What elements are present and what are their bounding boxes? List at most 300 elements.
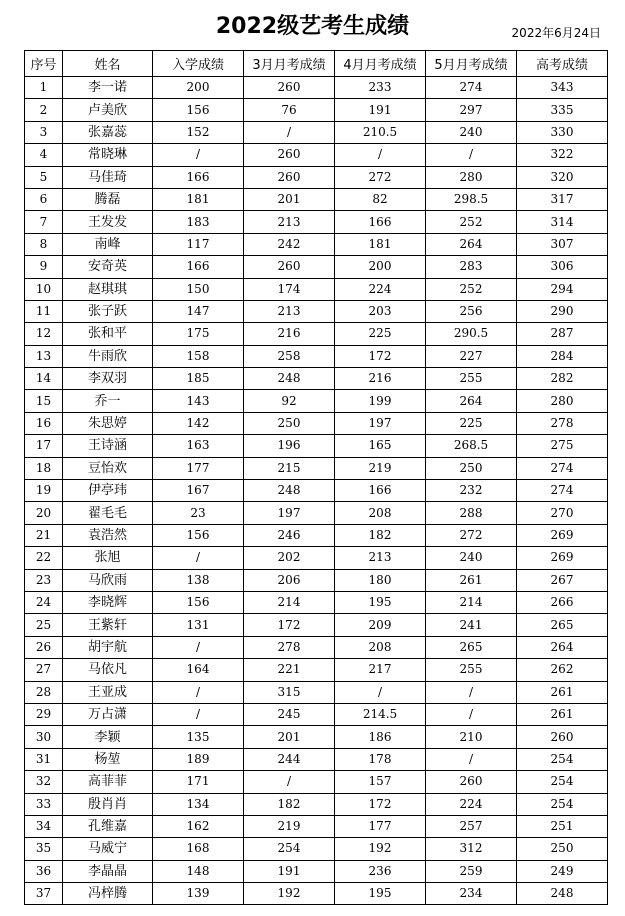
cell-index: 21: [25, 524, 63, 546]
cell-entrance-score: 150: [153, 278, 244, 300]
cell-may-score: 297: [426, 99, 517, 121]
cell-entrance-score: 181: [153, 188, 244, 210]
cell-index: 22: [25, 547, 63, 569]
table-row: [25, 390, 608, 412]
page-title: 2022级艺考生成绩: [215, 14, 410, 39]
cell-student-name: 袁浩然: [63, 524, 153, 546]
cell-student-name: 杨堃: [63, 748, 153, 770]
cell-may-score: 214: [426, 591, 517, 613]
cell-may-score: 257: [426, 815, 517, 837]
cell-student-name: 王亚成: [63, 681, 153, 703]
cell-index: 12: [25, 323, 63, 345]
cell-index: 28: [25, 681, 63, 703]
cell-gaokao-score: 317: [517, 188, 608, 210]
cell-entrance-score: 23: [153, 502, 244, 524]
cell-index: 29: [25, 703, 63, 725]
cell-index: 25: [25, 614, 63, 636]
cell-index: 35: [25, 838, 63, 860]
header-entrance-score: 入学成绩: [153, 51, 244, 77]
cell-entrance-score: 177: [153, 457, 244, 479]
cell-april-score: 210.5: [335, 121, 426, 143]
header-march-exam: 3月月考成绩: [244, 51, 335, 77]
table-row: [25, 883, 608, 905]
cell-march-score: /: [244, 121, 335, 143]
cell-gaokao-score: 307: [517, 233, 608, 255]
table-row: [25, 614, 608, 636]
cell-march-score: 196: [244, 435, 335, 457]
cell-gaokao-score: 260: [517, 726, 608, 748]
header-name: 姓名: [63, 51, 153, 77]
cell-may-score: 252: [426, 278, 517, 300]
cell-gaokao-score: 261: [517, 703, 608, 725]
table-row: [25, 99, 608, 121]
cell-entrance-score: 171: [153, 771, 244, 793]
cell-april-score: 236: [335, 860, 426, 882]
cell-april-score: 224: [335, 278, 426, 300]
cell-may-score: 268.5: [426, 435, 517, 457]
cell-march-score: 219: [244, 815, 335, 837]
cell-april-score: 166: [335, 211, 426, 233]
cell-may-score: 241: [426, 614, 517, 636]
cell-april-score: 225: [335, 323, 426, 345]
cell-may-score: 234: [426, 883, 517, 905]
cell-march-score: 245: [244, 703, 335, 725]
cell-index: 33: [25, 793, 63, 815]
cell-gaokao-score: 251: [517, 815, 608, 837]
cell-march-score: 202: [244, 547, 335, 569]
cell-student-name: 冯梓腾: [63, 883, 153, 905]
cell-entrance-score: /: [153, 547, 244, 569]
table-row: [25, 233, 608, 255]
cell-entrance-score: 134: [153, 793, 244, 815]
cell-index: 24: [25, 591, 63, 613]
table-row: [25, 569, 608, 591]
cell-index: 16: [25, 412, 63, 434]
cell-april-score: 219: [335, 457, 426, 479]
cell-student-name: 李一诺: [63, 77, 153, 99]
cell-may-score: 225: [426, 412, 517, 434]
cell-gaokao-score: 262: [517, 659, 608, 681]
cell-march-score: 216: [244, 323, 335, 345]
cell-may-score: 280: [426, 166, 517, 188]
cell-may-score: 264: [426, 390, 517, 412]
cell-gaokao-score: 267: [517, 569, 608, 591]
cell-may-score: 288: [426, 502, 517, 524]
cell-april-score: 172: [335, 345, 426, 367]
cell-april-score: 272: [335, 166, 426, 188]
cell-index: 9: [25, 256, 63, 278]
cell-index: 3: [25, 121, 63, 143]
cell-gaokao-score: 343: [517, 77, 608, 99]
cell-index: 2: [25, 99, 63, 121]
cell-april-score: 182: [335, 524, 426, 546]
cell-april-score: 165: [335, 435, 426, 457]
cell-index: 23: [25, 569, 63, 591]
header-may-exam: 5月月考成绩: [426, 51, 517, 77]
cell-april-score: 208: [335, 502, 426, 524]
cell-index: 8: [25, 233, 63, 255]
cell-may-score: 298.5: [426, 188, 517, 210]
cell-student-name: 卢美欣: [63, 99, 153, 121]
cell-may-score: 250: [426, 457, 517, 479]
cell-may-score: 256: [426, 300, 517, 322]
table-row: [25, 345, 608, 367]
cell-student-name: 李晶晶: [63, 860, 153, 882]
cell-may-score: 232: [426, 480, 517, 502]
table-row: [25, 368, 608, 390]
cell-index: 18: [25, 457, 63, 479]
cell-index: 31: [25, 748, 63, 770]
cell-march-score: 172: [244, 614, 335, 636]
cell-student-name: 殷肖肖: [63, 793, 153, 815]
cell-student-name: 高菲菲: [63, 771, 153, 793]
cell-april-score: 213: [335, 547, 426, 569]
cell-student-name: 南峰: [63, 233, 153, 255]
cell-student-name: 安奇英: [63, 256, 153, 278]
cell-march-score: 258: [244, 345, 335, 367]
cell-march-score: 76: [244, 99, 335, 121]
table-row: [25, 726, 608, 748]
cell-index: 34: [25, 815, 63, 837]
cell-april-score: /: [335, 144, 426, 166]
cell-gaokao-score: 254: [517, 771, 608, 793]
cell-index: 17: [25, 435, 63, 457]
cell-may-score: 260: [426, 771, 517, 793]
cell-student-name: 张和平: [63, 323, 153, 345]
cell-index: 26: [25, 636, 63, 658]
cell-april-score: 166: [335, 480, 426, 502]
table-row: [25, 211, 608, 233]
table-row: [25, 771, 608, 793]
cell-entrance-score: /: [153, 703, 244, 725]
table-row: [25, 659, 608, 681]
cell-entrance-score: 156: [153, 99, 244, 121]
cell-gaokao-score: 275: [517, 435, 608, 457]
cell-index: 36: [25, 860, 63, 882]
cell-march-score: 248: [244, 368, 335, 390]
cell-gaokao-score: 294: [517, 278, 608, 300]
cell-entrance-score: 156: [153, 524, 244, 546]
cell-march-score: 246: [244, 524, 335, 546]
cell-april-score: 199: [335, 390, 426, 412]
cell-entrance-score: /: [153, 681, 244, 703]
cell-march-score: 215: [244, 457, 335, 479]
cell-april-score: 214.5: [335, 703, 426, 725]
cell-march-score: 174: [244, 278, 335, 300]
cell-april-score: 203: [335, 300, 426, 322]
cell-entrance-score: 200: [153, 77, 244, 99]
cell-march-score: 191: [244, 860, 335, 882]
cell-gaokao-score: 314: [517, 211, 608, 233]
cell-march-score: 260: [244, 77, 335, 99]
cell-april-score: 192: [335, 838, 426, 860]
cell-student-name: 马欣雨: [63, 569, 153, 591]
cell-student-name: 王诗涵: [63, 435, 153, 457]
cell-student-name: 赵琪琪: [63, 278, 153, 300]
report-date: 2022年6月24日: [511, 26, 601, 40]
cell-march-score: 254: [244, 838, 335, 860]
cell-student-name: 腾磊: [63, 188, 153, 210]
header-gaokao-score: 高考成绩: [517, 51, 608, 77]
cell-index: 7: [25, 211, 63, 233]
cell-student-name: 常晓琳: [63, 144, 153, 166]
cell-gaokao-score: 269: [517, 524, 608, 546]
cell-gaokao-score: 266: [517, 591, 608, 613]
cell-index: 19: [25, 480, 63, 502]
cell-april-score: 197: [335, 412, 426, 434]
cell-march-score: 201: [244, 188, 335, 210]
table-row: [25, 166, 608, 188]
cell-april-score: 82: [335, 188, 426, 210]
cell-entrance-score: /: [153, 144, 244, 166]
cell-index: 4: [25, 144, 63, 166]
cell-index: 14: [25, 368, 63, 390]
cell-gaokao-score: 261: [517, 681, 608, 703]
cell-may-score: 259: [426, 860, 517, 882]
cell-entrance-score: 189: [153, 748, 244, 770]
cell-april-score: 172: [335, 793, 426, 815]
cell-april-score: 181: [335, 233, 426, 255]
cell-student-name: 张子跃: [63, 300, 153, 322]
cell-index: 15: [25, 390, 63, 412]
table-row: [25, 636, 608, 658]
cell-may-score: 255: [426, 659, 517, 681]
cell-march-score: 213: [244, 211, 335, 233]
cell-may-score: 265: [426, 636, 517, 658]
cell-gaokao-score: 282: [517, 368, 608, 390]
cell-may-score: 283: [426, 256, 517, 278]
cell-student-name: 胡宇航: [63, 636, 153, 658]
table-row: [25, 77, 608, 99]
cell-april-score: 186: [335, 726, 426, 748]
score-table: [24, 50, 608, 905]
cell-may-score: 255: [426, 368, 517, 390]
cell-may-score: /: [426, 144, 517, 166]
cell-entrance-score: 152: [153, 121, 244, 143]
cell-entrance-score: 168: [153, 838, 244, 860]
cell-gaokao-score: 270: [517, 502, 608, 524]
cell-entrance-score: /: [153, 636, 244, 658]
cell-march-score: 206: [244, 569, 335, 591]
cell-entrance-score: 156: [153, 591, 244, 613]
cell-entrance-score: 163: [153, 435, 244, 457]
cell-march-score: 214: [244, 591, 335, 613]
header-april-exam: 4月月考成绩: [335, 51, 426, 77]
cell-april-score: /: [335, 681, 426, 703]
cell-entrance-score: 185: [153, 368, 244, 390]
table-row: [25, 793, 608, 815]
cell-gaokao-score: 322: [517, 144, 608, 166]
cell-entrance-score: 135: [153, 726, 244, 748]
cell-index: 11: [25, 300, 63, 322]
cell-april-score: 233: [335, 77, 426, 99]
cell-march-score: 92: [244, 390, 335, 412]
cell-april-score: 157: [335, 771, 426, 793]
cell-entrance-score: 166: [153, 256, 244, 278]
cell-gaokao-score: 254: [517, 793, 608, 815]
cell-student-name: 朱思婷: [63, 412, 153, 434]
cell-gaokao-score: 306: [517, 256, 608, 278]
cell-april-score: 178: [335, 748, 426, 770]
cell-march-score: 192: [244, 883, 335, 905]
cell-march-score: 213: [244, 300, 335, 322]
table-row: [25, 323, 608, 345]
cell-gaokao-score: 284: [517, 345, 608, 367]
cell-entrance-score: 131: [153, 614, 244, 636]
cell-gaokao-score: 278: [517, 412, 608, 434]
cell-may-score: /: [426, 703, 517, 725]
cell-student-name: 翟毛毛: [63, 502, 153, 524]
cell-april-score: 195: [335, 883, 426, 905]
cell-entrance-score: 142: [153, 412, 244, 434]
cell-index: 13: [25, 345, 63, 367]
table-row: [25, 815, 608, 837]
cell-april-score: 216: [335, 368, 426, 390]
cell-student-name: 李双羽: [63, 368, 153, 390]
cell-gaokao-score: 280: [517, 390, 608, 412]
cell-april-score: 209: [335, 614, 426, 636]
table-row: [25, 435, 608, 457]
cell-may-score: 227: [426, 345, 517, 367]
table-row: [25, 547, 608, 569]
table-row: [25, 412, 608, 434]
cell-student-name: 乔一: [63, 390, 153, 412]
cell-gaokao-score: 320: [517, 166, 608, 188]
cell-may-score: 224: [426, 793, 517, 815]
cell-entrance-score: 166: [153, 166, 244, 188]
cell-gaokao-score: 269: [517, 547, 608, 569]
cell-student-name: 张旭: [63, 547, 153, 569]
cell-index: 5: [25, 166, 63, 188]
cell-entrance-score: 158: [153, 345, 244, 367]
cell-gaokao-score: 264: [517, 636, 608, 658]
table-row: [25, 591, 608, 613]
header-row: [25, 51, 608, 77]
table-row: [25, 256, 608, 278]
cell-may-score: /: [426, 681, 517, 703]
cell-april-score: 177: [335, 815, 426, 837]
cell-march-score: 197: [244, 502, 335, 524]
cell-march-score: 260: [244, 166, 335, 188]
table-row: [25, 188, 608, 210]
cell-entrance-score: 139: [153, 883, 244, 905]
cell-may-score: 261: [426, 569, 517, 591]
cell-student-name: 张嘉蕊: [63, 121, 153, 143]
table-row: [25, 681, 608, 703]
cell-student-name: 马威宁: [63, 838, 153, 860]
cell-may-score: 252: [426, 211, 517, 233]
cell-march-score: 221: [244, 659, 335, 681]
cell-entrance-score: 162: [153, 815, 244, 837]
table-row: [25, 278, 608, 300]
cell-gaokao-score: 330: [517, 121, 608, 143]
cell-march-score: 250: [244, 412, 335, 434]
cell-entrance-score: 164: [153, 659, 244, 681]
cell-may-score: 290.5: [426, 323, 517, 345]
table-row: [25, 748, 608, 770]
cell-may-score: 240: [426, 121, 517, 143]
cell-may-score: 312: [426, 838, 517, 860]
cell-entrance-score: 117: [153, 233, 244, 255]
cell-march-score: 244: [244, 748, 335, 770]
cell-march-score: 260: [244, 144, 335, 166]
cell-may-score: 274: [426, 77, 517, 99]
cell-entrance-score: 138: [153, 569, 244, 591]
cell-april-score: 200: [335, 256, 426, 278]
cell-student-name: 牛雨欣: [63, 345, 153, 367]
cell-student-name: 马佳琦: [63, 166, 153, 188]
cell-student-name: 李颖: [63, 726, 153, 748]
cell-april-score: 191: [335, 99, 426, 121]
cell-march-score: 260: [244, 256, 335, 278]
cell-april-score: 195: [335, 591, 426, 613]
cell-april-score: 208: [335, 636, 426, 658]
table-row: [25, 703, 608, 725]
table-row: [25, 860, 608, 882]
cell-march-score: 315: [244, 681, 335, 703]
cell-gaokao-score: 250: [517, 838, 608, 860]
cell-index: 37: [25, 883, 63, 905]
cell-student-name: 李晓辉: [63, 591, 153, 613]
cell-entrance-score: 175: [153, 323, 244, 345]
cell-index: 10: [25, 278, 63, 300]
header-index: 序号: [25, 51, 63, 77]
table-row: [25, 838, 608, 860]
table-row: [25, 502, 608, 524]
table-row: [25, 300, 608, 322]
cell-index: 27: [25, 659, 63, 681]
cell-gaokao-score: 248: [517, 883, 608, 905]
cell-student-name: 孔维嘉: [63, 815, 153, 837]
cell-may-score: 272: [426, 524, 517, 546]
table-row: [25, 121, 608, 143]
cell-march-score: 242: [244, 233, 335, 255]
cell-index: 1: [25, 77, 63, 99]
table-row: [25, 524, 608, 546]
cell-gaokao-score: 274: [517, 457, 608, 479]
cell-march-score: 278: [244, 636, 335, 658]
table-row: [25, 480, 608, 502]
cell-index: 6: [25, 188, 63, 210]
cell-march-score: 201: [244, 726, 335, 748]
cell-index: 20: [25, 502, 63, 524]
table-row: [25, 457, 608, 479]
cell-gaokao-score: 249: [517, 860, 608, 882]
cell-student-name: 豆怡欢: [63, 457, 153, 479]
cell-entrance-score: 148: [153, 860, 244, 882]
cell-march-score: /: [244, 771, 335, 793]
cell-april-score: 217: [335, 659, 426, 681]
cell-student-name: 马依凡: [63, 659, 153, 681]
cell-entrance-score: 183: [153, 211, 244, 233]
cell-index: 30: [25, 726, 63, 748]
cell-may-score: /: [426, 748, 517, 770]
cell-march-score: 182: [244, 793, 335, 815]
cell-gaokao-score: 265: [517, 614, 608, 636]
cell-march-score: 248: [244, 480, 335, 502]
cell-entrance-score: 167: [153, 480, 244, 502]
cell-student-name: 伊亭玮: [63, 480, 153, 502]
cell-gaokao-score: 287: [517, 323, 608, 345]
cell-student-name: 王发发: [63, 211, 153, 233]
cell-gaokao-score: 290: [517, 300, 608, 322]
cell-may-score: 210: [426, 726, 517, 748]
cell-gaokao-score: 254: [517, 748, 608, 770]
table-row: [25, 144, 608, 166]
cell-gaokao-score: 274: [517, 480, 608, 502]
cell-entrance-score: 143: [153, 390, 244, 412]
cell-index: 32: [25, 771, 63, 793]
